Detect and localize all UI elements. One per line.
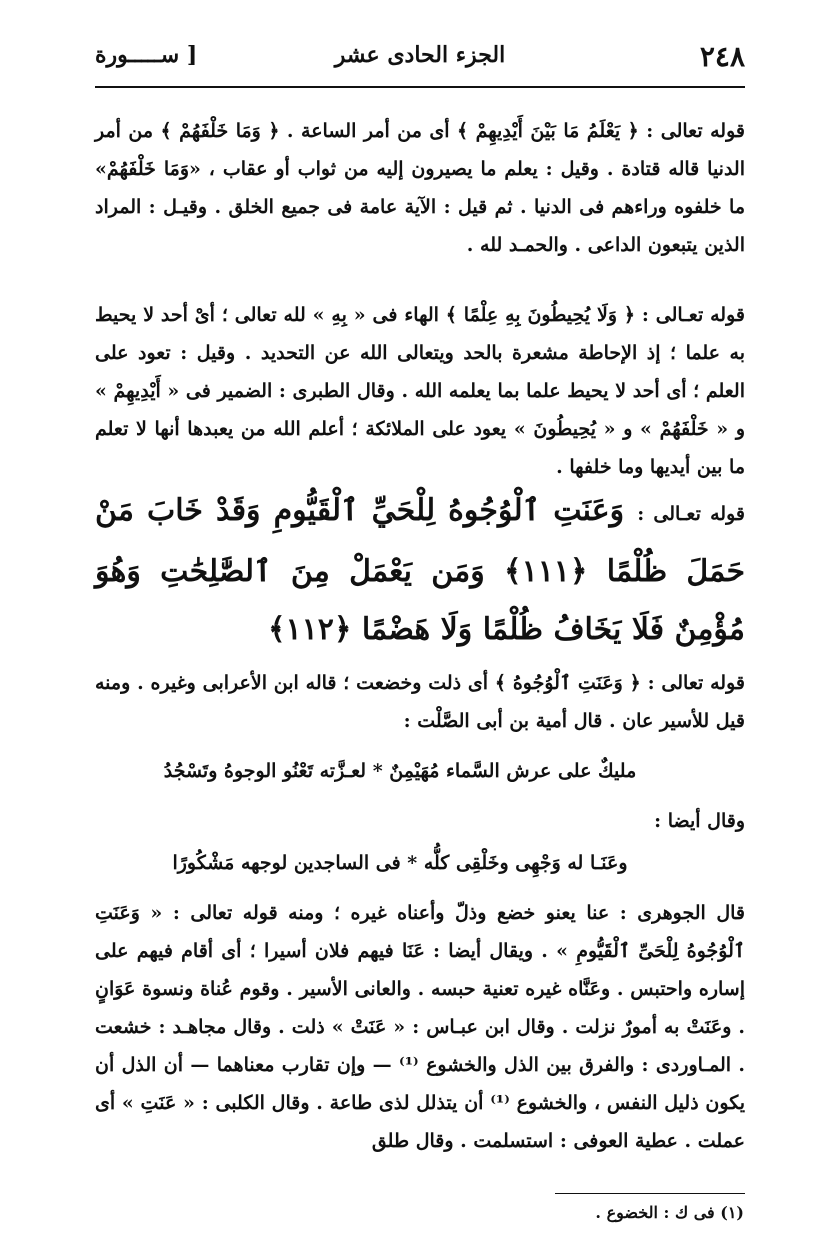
running-title: الجزء الحادى عشر bbox=[334, 42, 506, 68]
page-number: ٢٤٨ bbox=[699, 40, 745, 73]
paragraph-5: قال الجوهرى : عنا يعنو خضع وذلّ وأعناه غيره ؛ ومنه قوله تعالى : « وَعَنَتِ ٱلْوُجُوهُ لِلْحَىِّ ٱلْقَيُّومِ » . ويقال أيضا : عَنَا فيهم فلان أسيرا ؛ أى أقام فيهم على إساره واحتبس . وعَنَّاه غيره تعنية حبسه . والعانى الأسير . وقوم عُناة ونسوة عَوَانٍ . وعَنَتْ به أمورٌ نزلت . وقال ابن عبـاس : « عَنَتْ » ذلت . وقال مجاهـد : خشعت . المـاوردى : والفرق بين الذل والخشوع ⁽¹⁾ — وإن تقارب معناهما — أن الذل أن يكون ذليل النفس ، والخشوع ⁽¹⁾ أن يتذلل لذى طاعة . وقال الكلبى : « عَنَتِ » أى عملت . عطية العوفى : استسلمت . وقال طلق bbox=[95, 902, 746, 1152]
quran-passage bbox=[95, 482, 745, 659]
poem-verse-1: مليكٌ على عرش السَّماء مُهَيْمِنٌ * لعـزَّته تَعْنُو الوجوهُ وتَسْجُدُ bbox=[163, 760, 637, 782]
poem-verse-2: وعَنَـا له وَجْهِى وخَلْقِى كلُّه * فى الساجدين لوجهه مَشْكُورًا bbox=[172, 852, 628, 874]
quran-verse-text: وَعَنَتِ ٱلْوُجُوهُ لِلْحَيِّ ٱلْقَيُّومِ وَقَدْ خَابَ مَنْ حَمَلَ ظُلْمًا ﴿١١١﴾ وَمَن يَعْمَلْ مِنَ ٱلصَّٰلِحَٰتِ وَهُوَ مُؤْمِنٌ فَلَا يَخَافُ ظُلْمًا وَلَا هَضْمًا ﴿١١٢﴾ bbox=[95, 493, 746, 647]
paragraph-2: قوله تعـالى : ﴿ وَلَا يُحِيطُونَ بِهِ عِلْمًا ﴾ الهاء فى « بِهِ » لله تعالى ؛ أىْ أحد لا يحيط به علما ؛ إذ الإحاطة مشعرة بالحد ويتعالى الله عن التحديد . وقيل : تعود على العلم ؛ أى أحد لا يحيط علما بما يعلمه الله . وقال الطبرى : الضمير فى « أَيْدِيهِمْ » و « خَلْفَهُمْ » و « يُحِيطُونَ » يعود على الملائكة ؛ أعلم الله من يعبدها أنها لا تعلم ما بين أيديها وما خلفها . bbox=[95, 304, 745, 478]
footnote: (١) فى ك : الخضوع . bbox=[595, 1203, 744, 1222]
paragraph-4: وقال أيضا : bbox=[654, 810, 745, 832]
surah-title: [ ســـــورة bbox=[95, 42, 198, 68]
quran-intro: قوله تعـالى : bbox=[637, 503, 745, 525]
footnote-separator bbox=[555, 1193, 745, 1194]
paragraph-1: قوله تعالى : ﴿ يَعْلَمُ مَا بَيْنَ أَيْدِيهِمْ ﴾ أى من أمر الساعة . ﴿ وَمَا خَلْفَهُمْ ﴾ من أمر الدنيا قاله قتادة . وقيل : يعلم ما يصيرون إليه من ثواب أو عقاب ، «وَمَا خَلْفَهُمْ» ما خلفوه وراءهم فى الدنيا . ثم قيل : الآية عامة فى جميع الخلق . وقيـل : المراد الذين يتبعون الداعى . والحمـد لله . bbox=[95, 120, 745, 256]
page-header bbox=[95, 38, 745, 88]
paragraph-3: قوله تعالى : ﴿ وَعَنَتِ ٱلْوُجُوهُ ﴾ أى ذلت وخضعت ؛ قاله ابن الأعرابى وغيره . ومنه قيل للأسير عان . قال أمية بن أبى الصَّلْت : bbox=[95, 672, 745, 732]
